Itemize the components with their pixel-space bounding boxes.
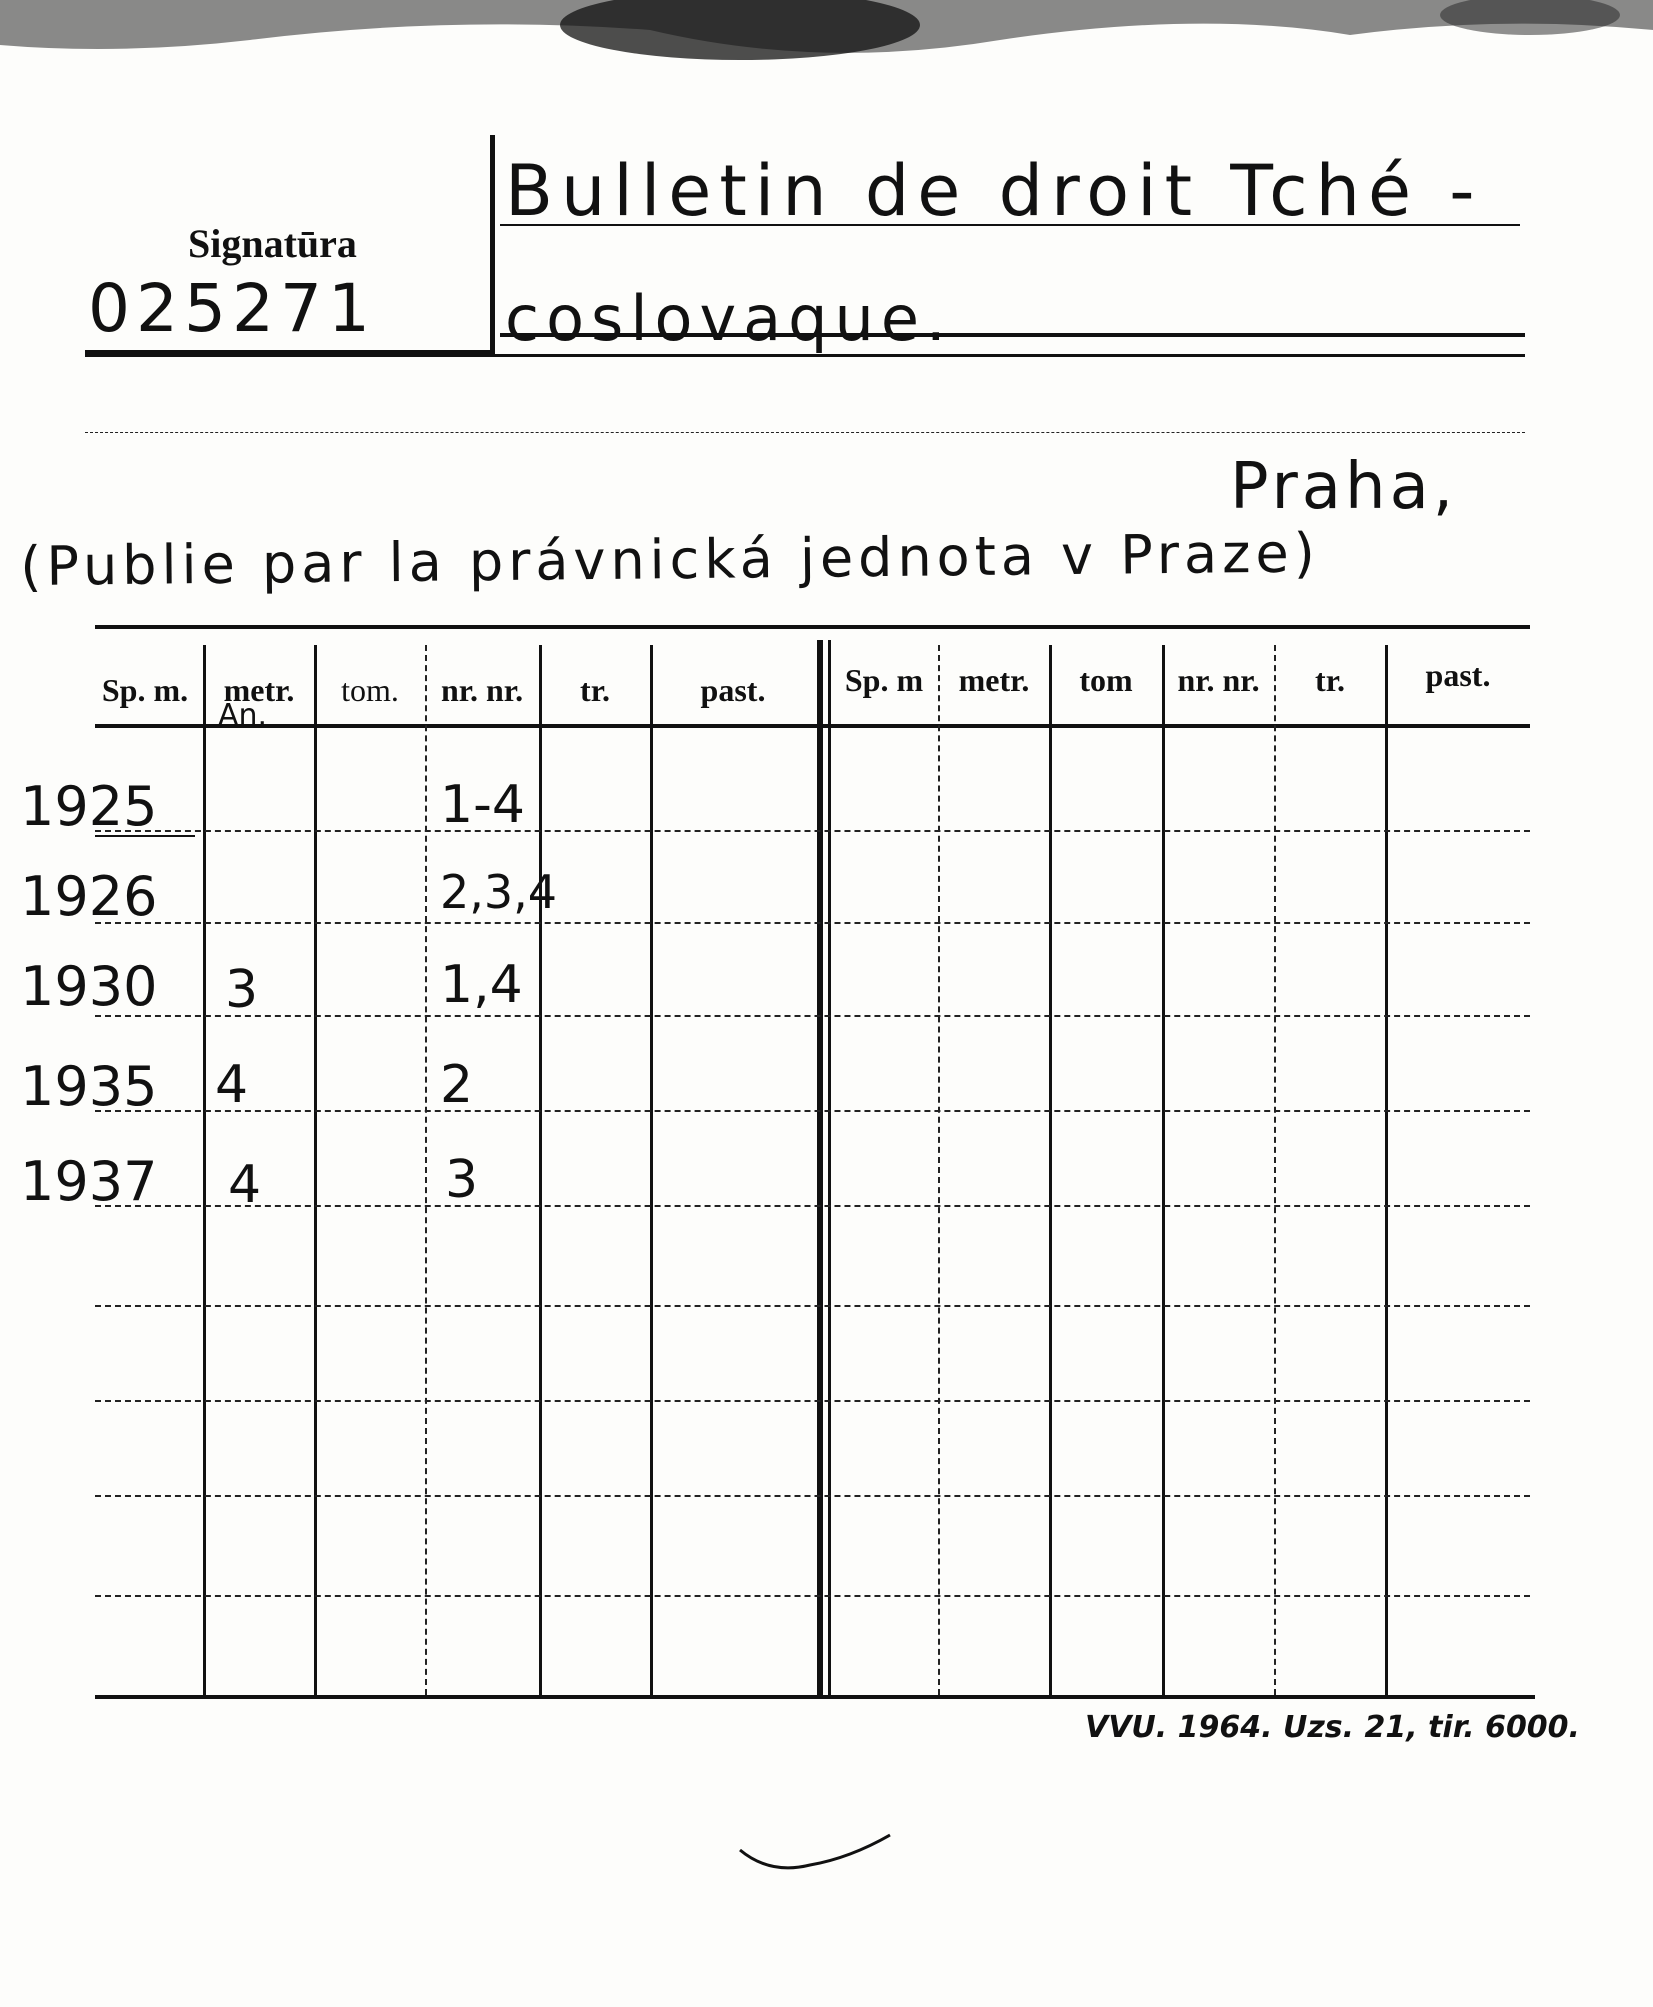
row-rule bbox=[95, 1495, 1530, 1497]
publisher-note: (Publie par la právnická jednota v Praze) bbox=[20, 521, 1321, 598]
year-cell: 1925 bbox=[20, 775, 158, 838]
year-cell: 1926 bbox=[20, 865, 158, 928]
signature-number: 025271 bbox=[88, 270, 376, 347]
nr-cell: 2 bbox=[440, 1055, 474, 1115]
header-tom-right: tom bbox=[1079, 661, 1133, 698]
col-line-right-4 bbox=[1274, 645, 1276, 1695]
header-rule bbox=[85, 354, 1525, 357]
header-tr-right: tr. bbox=[1315, 661, 1345, 698]
header-divider bbox=[490, 135, 495, 353]
title-rule-2 bbox=[500, 333, 1525, 337]
place-text: Praha, bbox=[1230, 450, 1458, 524]
print-run-note: VVU. 1964. Uzs. 21, tir. 6000. bbox=[1085, 1710, 1580, 1745]
row-rule bbox=[95, 1400, 1530, 1402]
row-rule bbox=[95, 1305, 1530, 1307]
header-metr-extra: An. bbox=[218, 698, 268, 733]
header-nr-left: nr. nr. bbox=[440, 671, 524, 708]
metr-cell: 4 bbox=[228, 1155, 262, 1215]
table-header-rule bbox=[95, 724, 1530, 728]
col-line-left-1 bbox=[203, 645, 206, 1695]
year-cell: 1935 bbox=[20, 1055, 158, 1118]
header-metr-left: metr. bbox=[223, 671, 295, 708]
table-top-rule bbox=[95, 625, 1530, 629]
blank-rule bbox=[85, 432, 1525, 433]
nr-cell: 3 bbox=[445, 1150, 479, 1210]
metr-cell: 3 bbox=[225, 960, 259, 1020]
col-line-right-3 bbox=[1162, 645, 1165, 1695]
table-center-divider-2 bbox=[828, 640, 831, 1695]
year-cell: 1937 bbox=[20, 1150, 158, 1213]
row-rule bbox=[95, 1205, 1530, 1207]
row-rule bbox=[95, 922, 1530, 924]
header-past-left: past. bbox=[700, 671, 766, 708]
col-line-left-5 bbox=[650, 645, 653, 1695]
header-sp-m-right: Sp. m bbox=[844, 661, 924, 698]
col-line-left-4 bbox=[539, 645, 542, 1695]
col-line-right-5 bbox=[1385, 645, 1388, 1695]
header-nr-right: nr. nr. bbox=[1177, 661, 1260, 698]
scan-edge-smudge bbox=[0, 0, 1653, 70]
signature-label: Signatūra bbox=[188, 221, 357, 266]
col-line-right-2 bbox=[1049, 645, 1052, 1695]
row-rule bbox=[95, 1015, 1530, 1017]
nr-cell: 1,4 bbox=[440, 955, 523, 1015]
title-rule-1 bbox=[500, 224, 1520, 226]
col-line-left-2 bbox=[314, 645, 317, 1695]
header-tr-left: tr. bbox=[580, 671, 610, 708]
nr-cell: 2,3,4 bbox=[440, 865, 558, 919]
row-rule bbox=[95, 1110, 1530, 1112]
title-line-2: coslovaque. bbox=[505, 282, 953, 355]
col-line-left-3 bbox=[425, 645, 427, 1695]
nr-cell: 1-4 bbox=[440, 775, 525, 835]
stray-mark bbox=[730, 1830, 900, 1890]
col-line-right-1 bbox=[938, 645, 940, 1695]
row-rule bbox=[95, 1595, 1530, 1597]
header-tom-left: tom. bbox=[341, 671, 399, 708]
year-underline bbox=[95, 835, 195, 837]
year-cell: 1930 bbox=[20, 955, 158, 1018]
header-past-right: past. bbox=[1425, 656, 1491, 693]
header-metr-right: metr. bbox=[958, 661, 1030, 698]
header-sp-m-left: Sp. m. bbox=[101, 671, 189, 708]
row-rule bbox=[95, 830, 1530, 832]
table-center-divider bbox=[817, 640, 823, 1695]
metr-cell: 4 bbox=[215, 1055, 249, 1115]
table-bottom-rule bbox=[95, 1695, 1535, 1699]
title-line-1: Bulletin de droit Tché - bbox=[505, 150, 1483, 232]
